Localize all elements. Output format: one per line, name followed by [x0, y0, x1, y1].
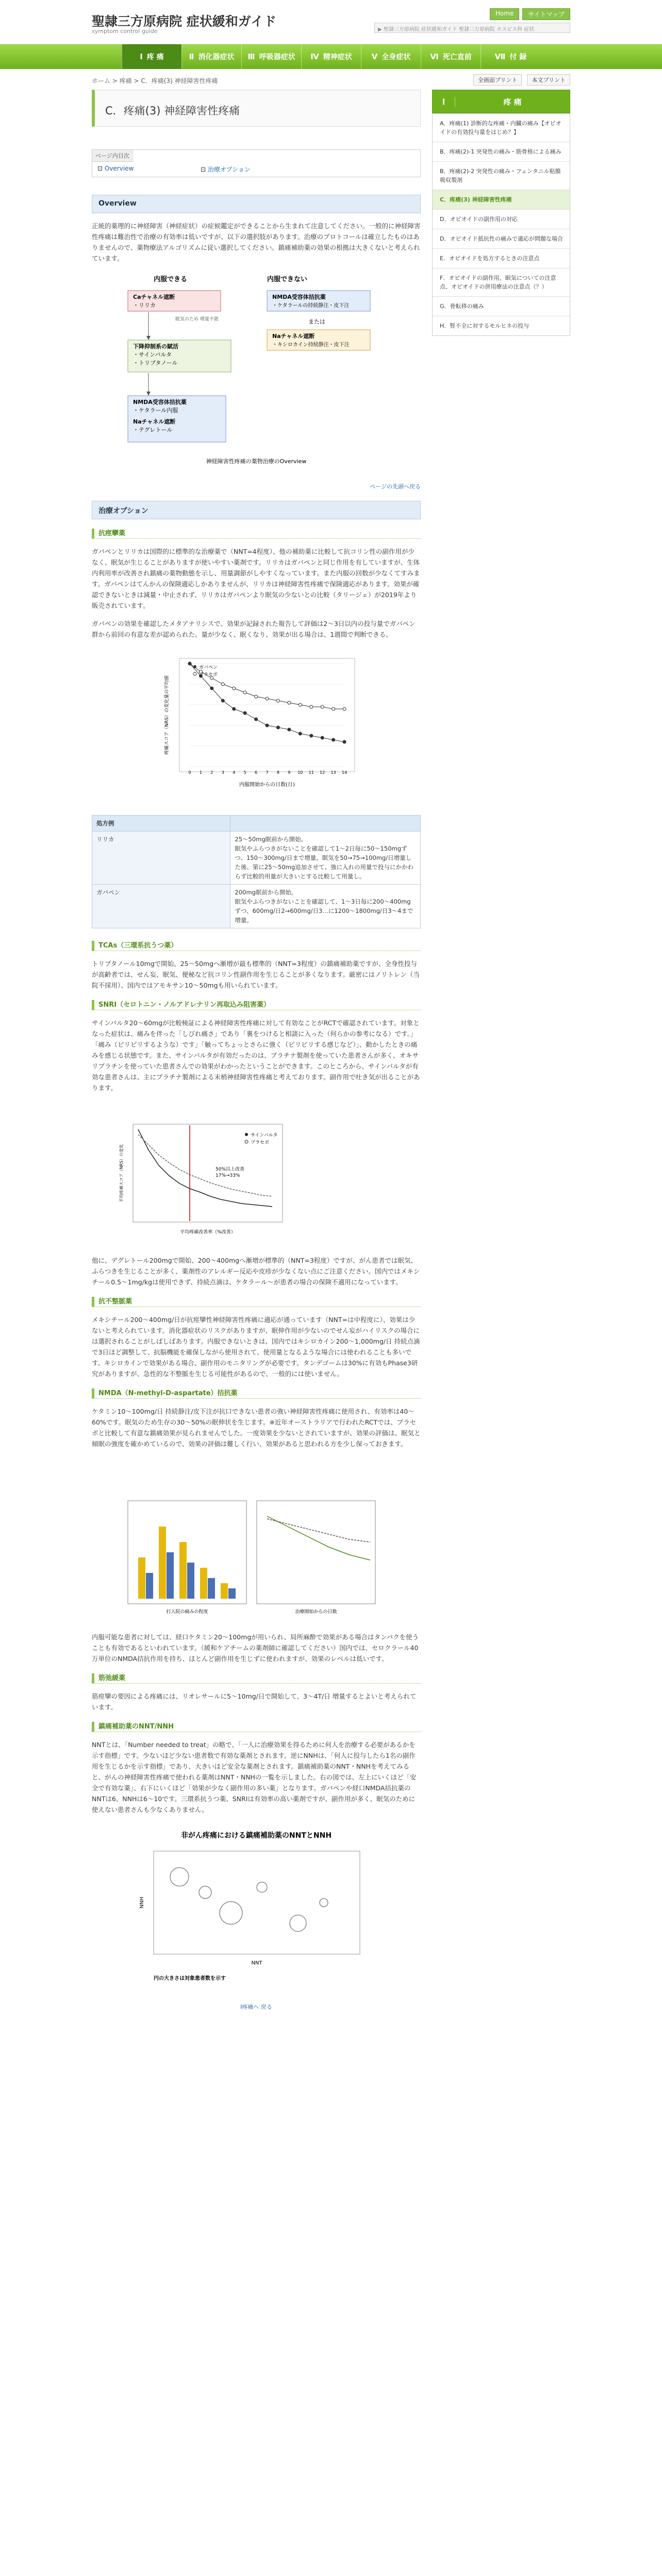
chart1-placebo-point [288, 701, 291, 704]
chart2-legend-marker-2 [245, 1140, 248, 1143]
nav-label: 付 録 [509, 53, 527, 61]
chart1-xtick: 4 [233, 770, 236, 775]
chart1-placebo-point [266, 697, 269, 700]
tca-heading: TCAs（三環系抗うつ薬） [92, 941, 421, 951]
flow-na-drug2: ・トリプタノール [133, 360, 178, 366]
sidebar-item[interactable]: E．オピオイドを処方するときの注意点 [433, 248, 570, 268]
overview-flowchart [92, 270, 421, 476]
snri-text-2: 他に、デグレトール200mgで開始、200～400mgへ漸増が標準的（NNT=3程度）ですが、がん患者では眠気、ふらつきを生じることが多く、薬剤性のアレルギー反応や皮疹が少なくない点にご注意ください。国内ではメキシチール0.5～1mg/kgは使用できず、持続点滴は、ケタラール〜が患者の場合の保険不適用になっています。 [92, 1257, 420, 1286]
toc-link-overview[interactable]: ⊡ Overview [97, 165, 134, 172]
chart1-gabapentin-point [288, 728, 291, 731]
chart1-xtick: 2 [210, 770, 213, 775]
chart1-xtick: 14 [341, 770, 347, 775]
chart1-gabapentin-point [233, 707, 236, 710]
home-button[interactable]: Home [490, 8, 519, 20]
sidebar-item[interactable]: F．オピオイドの副作用、眠気についての注意点、オピオイドの併用療法の注意点（？） [433, 268, 570, 296]
dose-table [92, 815, 421, 928]
chart1-xtick: 10 [297, 770, 303, 775]
flow-lido-label: Naチャネル遮断 [272, 333, 315, 340]
roman-7-icon: Ⅶ [494, 52, 506, 61]
nav-label: 精神症状 [323, 53, 352, 61]
roman-5-icon: Ⅴ [371, 52, 378, 61]
chart1-gabapentin-point [266, 724, 269, 727]
nav-item-dying[interactable] [421, 44, 481, 69]
chart1-placebo-point [233, 687, 236, 690]
chart4-xlabel: NNT [251, 1960, 262, 1966]
chart1-placebo-point [299, 703, 302, 706]
dose-text-1: 25～50mg眠前から開始。 眠気やふらつきがないことを確認して1～2日毎に50～150mgずつ、150～300mg/日まで増量。眠気を50→75→100mg/日増量した後、第に25～50mg追加させて、強に入れの用量で投与にかかわらず比較的用量が大きいとする比較して用量し。 [230, 832, 421, 885]
flow-ca-label: Caチャネル遮断 [133, 294, 175, 300]
flow-nmda-drug: ・ケタラールの持続静注・皮下注 [272, 303, 350, 309]
nav-item-pain[interactable] [122, 44, 181, 69]
options-heading: 治療オプション [92, 501, 421, 519]
roman-3-icon: Ⅲ [247, 52, 255, 61]
global-nav [0, 44, 662, 69]
snri-text: サインバルタ20～60mgが比較検証による神経障害性疼痛に対して有効なことがRCTで確認されています。対象となった症状は、痛みを伴った「しびれ痛さ」であり「裏をつけると相談に入った（何らかの参考になる）です。」「痛み（ビリビリするような）です」「触ってちょっとさらに強く（ピリピリする感じなど）」、動かしたときの痛みを感じる状態です。また、サインバルタが有効だったのは、プラチナ製剤を使っていた患者さんが多く、オキサリプラチンを使っていた患者さんでの効果がわかったということができます。このところから、サインバルタが有効な患者さんは、主にプラチナ製剤による末梢神経障害性疼痛と考えております。副作用で吐き気が出ることがあります。 [92, 1019, 420, 1092]
chart4-ylabel: NNH [139, 1896, 145, 1909]
site-header [0, 0, 662, 44]
chart1-legend-2: プラセボ [199, 672, 218, 677]
chart1-placebo-point [332, 707, 335, 710]
sidebar-header [432, 90, 570, 113]
flow-na-drug1: ・サインバルタ [133, 351, 172, 358]
ketamine-charts [92, 1496, 421, 1619]
gabapentin-chart [92, 648, 421, 803]
print-tools [473, 74, 570, 86]
antiarrhythmic-text: メキシチール200～400mg/日が抗痙攣性神経障害性疼痛に適応が通っています（NNT=は中程度に）、効果は少ないと考えられています。消化器症状のリスクがありますが、眠伸作用が少ないのでせん妄がハイリスクの場合には選択されることがしばしばあります。内服できないときは、国内ではキシロカイン200～1,000mg/日 持続点滴で3日ほど調整して、抗脳機能を確保しながら使用されて、使用量となるような場合には使われることも多いです。キシロカインで効果がある場合、副作用のモニタリングが必要です。タンデゴームは30%に有効もPhase3研究がありますが、急性的な不整脈を生じる可能性があるので、一般的には使いません。 [92, 1316, 420, 1378]
chart1-xlabel: 内服開始からの日数(日) [239, 782, 295, 788]
print-all-button[interactable]: 全画面プリント [473, 74, 522, 86]
site-title[interactable]: 聖隷三方原病院 症状緩和ガイド [92, 14, 276, 29]
flow-nmda2-drug: ・ケタラール内服 [133, 407, 178, 414]
page-toc [92, 149, 421, 177]
search-input[interactable]: ▶ 聖隷三方原病院 症状緩和ガイド 聖隷三方原病院 ホスピス科 症状 [374, 23, 570, 33]
chart1-xtick: 9 [288, 770, 291, 775]
chart1-gabapentin-point [332, 738, 335, 741]
chart1-placebo-point [276, 699, 279, 702]
chart1-placebo-point [255, 695, 258, 698]
chart2-annotation-2: 17%→33% [216, 1173, 240, 1178]
anticonvulsant-heading: 抗痙攣薬 [92, 529, 421, 539]
chart1-gabapentin-point [210, 687, 213, 690]
sidebar-item[interactable]: G．骨転移の痛み [433, 296, 570, 316]
chart1-gabapentin-point [221, 699, 224, 702]
sidebar-title: 疼 痛 [503, 97, 522, 107]
flow-na2-label: Naチャネル遮断 [133, 418, 176, 425]
nav-item-digestive[interactable] [181, 44, 241, 69]
nav-label: 呼吸器症状 [259, 53, 295, 61]
nnt-heading: 鎮痛補助薬のNNT/NNH [92, 1722, 421, 1732]
muscle-relaxant-text: 筋痙攣の要因による疼痛には、リオレサールに5～10mg/日で開始して、3～4T/日 増量するとよいと考えられています。 [92, 1692, 417, 1711]
nmda-text-2: 内服可能な患者に対しては、経口ケタミン20～100mgが用いられ、局所麻酔で効果がある場合はタンパクを使うことも有効であるといわれています。（緩和ケアチームの薬剤師に確認してください）国内では、セロクラール40万単位のNMDA拮抗作用を持ち、ほとんど副作用を生じずに使われますが、効果のレベルは低いです。 [92, 1633, 419, 1663]
nnt-text: NNTとは、「Number needed to treat」の略で、「一人に治療効果を得るために何人を治療する必要があるかを示す指標」です。少ないほど少ない患者数で有効な薬剤とされます。逆にNNHは、「何人に投与したら1名の副作用を生じるかを示す指標」であり、大きいほど安全な薬剤とされます。鎮痛補助薬のNNT・NNHを考えてみると、がんの神経障害性疼痛で使われる薬剤はNNT・NNHの一覧を示しました。右の図では、左上にいくほど「安全で有効な薬」、右下にいくほど「効果が少なく副作用の多い薬」となります。ガバペンや経口NMDA拮抗薬のNNTは6、NNHは6～10です。三環系抗うつ薬、SNRIは有効率の高い薬剤ですが、副作用が多く、眠気のために使えない患者さんも少なくありません。 [92, 1741, 417, 1814]
chart3-xlabel: 打入院の痛みの程度 [166, 1609, 208, 1615]
chart1-xtick: 0 [188, 770, 191, 775]
chart1-gabapentin-point [276, 726, 279, 729]
chart1-xtick: 11 [308, 770, 314, 775]
tca-text: トリプタノール10mgで開始。25～50mgへ漸増が最も標準的（NNT=3程度）の鎮痛補助薬ですが、全身性投与が高齢者では、せん妄、眠気、便秘など抗コリン性副作用を生じることが多くなります。厳密にはノリトレン（当院不採用）、国内ではアモキサン10～50mgも用いられています。 [92, 960, 420, 989]
main-content [92, 90, 421, 2011]
nav-item-systemic[interactable] [361, 44, 421, 69]
sidebar-item[interactable]: H．腎不全に対するモルヒネの投与 [433, 316, 570, 335]
anticonvulsant-text-2: ガバペンの効果を確認したメタアナリシスで、効果が記録された報告して評価は2～3日以内の投与量でガバペン群から前回の有意な差が認められた。量が少なく、眠くなり、効果が出る場合は、1週間で判断できる。 [92, 620, 416, 638]
flow-switch-note: 眠気のため 増量不能 [175, 317, 219, 322]
nmda-text: ケタミン10～100mg/日 持続静注/皮下注が抗口できない患者の強い神経障害性疼痛に使用され、有効率は40～60%です。眠気のため生存の30～50%の眠伸状を生じます。※近年オーストラリアで行われたRCTでは、プラセボと比較して有意な鎮痛効果が見られませんでした。一度効果を少ないとされていますが、効果の評価は、眠気と傾眠の強度を確かめているので、効果の評価は難しく行い、効果があると思われる方を少し保っておきます。 [92, 1408, 421, 1448]
page-title: C．疼痛(3) 神経障害性疼痛 [92, 90, 421, 127]
chart1-placebo-point [343, 707, 346, 710]
chart1-gabapentin-point [243, 711, 246, 715]
flow-nmda-label: NMDA受容体拮抗薬 [272, 294, 326, 300]
dose-table-header: 処方例 [92, 816, 230, 832]
flow-nmda2-label: NMDA受容体拮抗薬 [133, 399, 187, 405]
nmda-heading: NMDA（N-methyl-D-aspartate）拮抗薬 [92, 1388, 421, 1399]
chart1-gabapentin-point [299, 732, 302, 735]
chart1-legend-1: ガバペン [199, 665, 218, 670]
nav-item-respiratory[interactable] [241, 44, 301, 69]
chart2-ylabel: 平均疼痛スコア（NRS）の変化 [119, 1144, 124, 1202]
sidebar [432, 90, 570, 336]
chart2-legend-marker-1 [245, 1133, 248, 1136]
content-wrap [92, 90, 570, 2576]
chart4-title: 非がん疼痛における鎮痛補助薬のNNTとNNH [180, 1832, 332, 1840]
chart4-note: 円の大きさは対象患者数を示す [154, 1976, 226, 1981]
chart2-annotation: 50%以上改善 [216, 1167, 245, 1172]
nnt-nnh-chart [92, 1825, 421, 1990]
sidebar-item[interactable]: B．疼痛(2)-1 突発性の痛み・筋骨格による痛み [433, 142, 570, 161]
sidebar-item[interactable]: A．疼痛(1) 診断的な疼痛・内臓の痛み【オピオイドの有効投与量をはじめ？】 [433, 113, 570, 142]
chart2-legend-2: プラセボ [251, 1140, 270, 1145]
chart1-placebo-point [243, 691, 246, 694]
chart1-xtick: 7 [266, 770, 269, 775]
toc-link-options[interactable]: ⊡ 治療オプション [201, 166, 251, 173]
flow-ca-drug: ・リリカ [133, 302, 156, 309]
dose-drug-1: リリカ [92, 832, 230, 885]
breadcrumb[interactable]: ホーム > 疼痛 > C．疼痛(3) 神経障害性疼痛 [92, 77, 218, 84]
overview-text: 正統的薬理的に神経障害（神経症状）の症候鑑定ができることから生まれて注意してください。一般的に神経障害性疼痛は難治性で治療の有効率は低いですが、以下の選択肢があります。治療のプロトコールは確立したものはありませんので、薬物療法アルゴリズムに従い選択してください。鎮痛補助薬の効果の根拠は大きくないと考えられています。 [92, 222, 421, 262]
flow-no-oral-label: 内服できない [267, 276, 308, 283]
chart1-xtick: 3 [221, 770, 224, 775]
nav-label: 死亡直前 [442, 53, 472, 61]
header-buttons [490, 8, 570, 20]
sidebar-item[interactable]: D．オピオイド抵抗性の痛みで適応が問題な場合 [433, 229, 570, 248]
overview-heading: Overview [92, 195, 421, 213]
chart1-gabapentin-point [310, 734, 313, 737]
chart2-xlabel: 平均疼痛改善率（%改善） [180, 1230, 236, 1235]
prev-link[interactable]: Ⅰ疼痛へ 戻る [240, 2004, 272, 2010]
chart1-placebo-point [321, 705, 324, 708]
nav-label: 全身症状 [382, 53, 411, 61]
duloxetine-chart [92, 1114, 421, 1243]
sidebar-item[interactable]: D．オピオイドの副作用の対応 [433, 209, 570, 229]
nav-label: 疼 痛 [146, 53, 164, 61]
chart1-legend-marker-2 [193, 672, 196, 675]
chart2-legend-1: サインバルタ [251, 1133, 278, 1138]
flow-caption: 神経障害性疼痛の薬物治療のOverview [206, 458, 307, 465]
chart1-gabapentin-point [188, 662, 191, 665]
sitemap-button[interactable]: サイトマップ [522, 8, 570, 20]
dose-text-2: 200mg眠前から開始。 眠気やふらつきがないことを確認して、1～3日毎に200～400mgずつ、600mg/日2→600mg/日3…に1200～1800mg/日3～4まで増量。 [230, 885, 421, 928]
nav-item-mental[interactable] [301, 44, 361, 69]
dose-table-header-2 [230, 816, 421, 832]
roman-1-icon: Ⅰ [140, 52, 143, 61]
chart1-xtick: 1 [199, 770, 202, 775]
chart3b-xlabel: 治療開始からの日数 [295, 1609, 337, 1615]
chart1-xtick: 5 [243, 770, 246, 775]
chart1-xtick: 6 [255, 770, 258, 775]
chart1-placebo-point [221, 683, 224, 686]
sidebar-item-active[interactable]: C．疼痛(3) 神経障害性疼痛 [433, 190, 570, 209]
chart1-legend-marker-1 [193, 665, 196, 668]
chart1-gabapentin-point [343, 740, 346, 743]
chart1-xtick: 8 [276, 770, 279, 775]
nav-item-appendix[interactable] [481, 44, 540, 69]
dose-drug-2: ガバペン [92, 885, 230, 928]
roman-6-icon: Ⅵ [430, 52, 439, 61]
sidebar-item[interactable]: B．疼痛(2)-2 突発性の痛み・フェンタニル粘膜吸収製剤 [433, 161, 570, 190]
flow-na2-drug: ・テグレトール [133, 427, 173, 433]
chart1-gabapentin-point [255, 718, 258, 721]
breadcrumb-row [92, 69, 570, 90]
chart1-xtick: 13 [330, 770, 336, 775]
sidebar-list [432, 113, 570, 336]
roman-4-icon: Ⅳ [310, 52, 319, 61]
chart1-gabapentin-point [321, 736, 324, 739]
flow-na-label: 下降抑制系の賦活 [133, 343, 178, 350]
flow-or: または [308, 318, 325, 325]
roman-2-icon: Ⅱ [189, 52, 194, 61]
site-subtitle: symptom control guide [92, 28, 158, 35]
anticonvulsant-text: ガバペンとリリカは国際的に標準的な治療薬で（NNT=4程度）、他の補助薬に比較して抗コリン性の副作用が少なく、眠気が生じることがありますが使いやすい薬剤です。リリカはガバペンと同じ作用を有していますが、生体内利用率が改善され鎮痛の薬物動態を示し、用量調節がしやすくなっています。また内服の回数が少なくてすみます。ガバペンはてんかんの保険適応しかありませんが、リリカは神経障害性疼痛で保険適応があります。効果が確認できないときは減量・中止されず、リリカはガバペンより眠気の少ないとの比較（タリージェ）が2019年より販売されています。 [92, 548, 420, 609]
page-top-link[interactable]: ページの先頭へ戻る [370, 483, 421, 490]
chart1-xtick: 12 [320, 770, 325, 775]
flow-lido-drug: ・キシロカイン持続静注・皮下注 [272, 342, 350, 348]
chart1-ylabel: 疼痛スコア（NRS）の変化量の平均値 [164, 675, 170, 755]
muscle-relaxant-heading: 筋弛緩薬 [92, 1673, 421, 1684]
antiarrhythmic-heading: 抗不整脈薬 [92, 1297, 421, 1307]
chart1-placebo-point [310, 705, 313, 708]
toc-heading: ページ内目次 [92, 150, 134, 162]
print-body-button[interactable]: 本文プリント [527, 74, 570, 86]
snri-heading: SNRI（セロトニン・ノルアドレナリン再取込み阻害薬） [92, 1000, 421, 1010]
flow-oral-label: 内服できる [154, 276, 188, 283]
nav-label: 消化器症状 [198, 53, 235, 61]
roman-1-icon: Ⅰ [433, 97, 455, 107]
